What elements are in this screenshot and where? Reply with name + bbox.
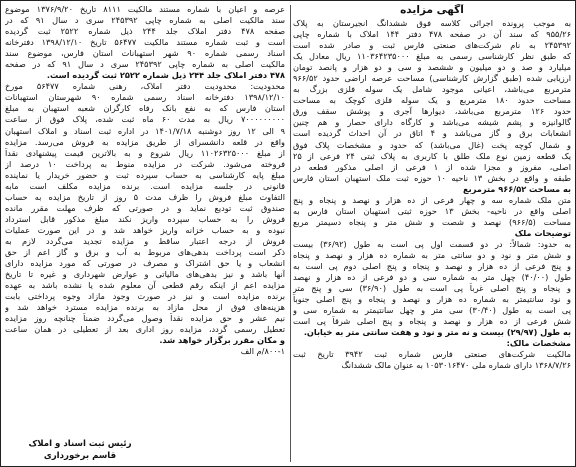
text-line: به طول (۲۹/۹۷) بیست و نه متر و نود و هفت سانتی متر به خیابان. (303, 327, 571, 338)
text-line: ذکر است پرداخت بدهی‌های مربوط به آب و برق و گاز اعم از حق (5, 247, 285, 258)
text-line: میلیارد و صد و دو میلیون و ششصد و سی و دو هزار و پانصد تومان (293, 62, 571, 73)
text-line: انشعابات برق و گاز می‌باشد و ۴ اتاق در آن احداث گردیده است (293, 128, 571, 139)
text-line: و شش متر و نود و دو سانتی متر به شماره ده هزار و نهصد و پنجاه (293, 249, 571, 260)
text-line: شش فرعی از ده هزار و نهصد و پنجاه و پنج اصلی شرقاً پی است (293, 316, 571, 327)
text-line: التفاوت مبلغ فروش را ظرف مدت ۵ روز از تاریخ مزایده به حساب (5, 191, 285, 202)
text-line: متن ملک شماره سه و چهار فرعی از ده هزار و نهصد و پنجاه و پنج (293, 194, 571, 205)
text-line: ۲۴۵۳۹۲ به نام شرکت‌های صنعتی فارس ثبت و صادر شده است (293, 40, 571, 51)
text-line: به مساحت ۹۶۶/۵۲ مترمربع (463, 183, 571, 194)
text-line: مشخصات مالک: (506, 338, 571, 349)
text-line: ۷۰۰۰۰۰۰۰۰۰ ریال به مدت ۶۰ ماه ثبت شده، پلاک فوق از ساعت (5, 114, 285, 125)
text-line: ۹۵۵/۲۶ که سند آن در صفحه ۴۷۸ دفتر ۱۴۴ املاک با شماره چاپی (293, 29, 571, 40)
text-line: یک قطعه زمین نوع ملک طلق با کاربری به پلاک ثبتی ۲۴ فرعی از ۲۵ (293, 150, 571, 161)
text-line: حدود ۱۲۶ مترمربع می‌باشد، دیوارها آجری و پوشش سقف ورق (293, 106, 571, 117)
text-line: مساحت حدود ۱۸۰ مترمربع و یک سوله فلزی کوچک به مساحت (293, 95, 571, 106)
text-line: مالکیت شرکت‌های صنعتی فارس شماره ثبت ۳۹۴۲ تاریخ ثبت (293, 349, 571, 360)
text-line: نیم عشر و حق مزایده نقداً وصول می‌گردد ضمناً چنانچه روز مزایده (5, 313, 285, 324)
column-divider (290, 5, 291, 462)
text-line: به حدود: شمالاً: در دو قسمت اول پی است به طول (۳۶/۹۲) بیست (293, 238, 571, 249)
text-line: طول (۴۰/۰۰) چهل متر به شماره سی و دو فرعی از ده هزار و نهصد (293, 272, 571, 283)
text-line: پی است به طول (۳۰/۴۰) سی متر و چهل سانتیمتر به شماره سی و (293, 305, 571, 316)
text-line: برنده مزایده است و نیز در صورت وجود مازاد وجوه پرداختی بابت (5, 291, 285, 302)
signature-role: رئیس ثبت اسناد و املاک (28, 439, 132, 449)
text-line: واقع در قلعه دانشسرای از طریق مزایده به فروش می‌رسد. مزایده (5, 136, 285, 147)
text-line: هزینه‌های فوق از محل مازاد به برنده مزایده مسترد خواهد شد و (5, 302, 285, 313)
text-line: مترمربع می‌باشد، اعیانی موجود شامل یک سوله فلزی بزرگ به (293, 84, 571, 95)
text-line: و شمال کوچه پخت (غال می‌باشد) که حدود و مشخصات پلاک فوق (293, 139, 571, 150)
left-column-text (5, 4, 285, 346)
notice-reference: ۸۰۰-۱/م الف (240, 346, 285, 357)
text-line: ارزیابی شده (طبق گزارش کارشناسی) مساحت عرصه اراضی حدود ۹۶۶/۵۲ (293, 73, 571, 84)
text-line: ۴۷۸ دفتر املاک جلد ۲۴۴ ذیل شماره ۲۵۲۲ ثبت گردیده است. (46, 70, 285, 81)
text-line: از مبلغ ۱۱۰۲۶۳۲۵۰۰۰ ریال شروع و به بالاترین قیمت پیشنهادی نقداً (5, 147, 285, 158)
text-line: فروخته می‌شود. شرکت در مزایده منوط به پرداخت ۱۰ درصد از (5, 158, 285, 169)
text-line: صفحه ۴۷۸ دفتر املاک جلد ۲۴۴ ذیل شماره ۲۵۲۲ ثبت گردیده (5, 26, 285, 37)
text-line: ۱۳۶۸/۷/۲۶ دارای شماره ملی ۱۰۵۳۰۱۶۴۷۰ به عنوان مالک ششدانگ (341, 360, 571, 371)
text-line: ۹ الی ۱۲ روز دوشنبه ۱۴۰۱/۷/۱۸ در اداره ثبت اسناد و املاک استهبان (5, 125, 285, 136)
text-line: و نود سانتیمتر به شماره ده هزار و نهصد و پنجاه و پنج اصلی جنوباً (293, 294, 571, 305)
text-line: که طبق نظر کارشناسی رسمی به مبلغ ۱۱۰۳۶۴۲۳۵۰۰۰ ریال معادل یک (293, 51, 571, 62)
notice-title: آگهی مزایده (400, 4, 464, 16)
text-line: استان فارس که به نفع بانک رفاه کارگران شعبه استهبان به مبلغ (5, 103, 285, 114)
text-line: تعطیل رسمی گردد، مزایده روز اداری بعد از تعطیلی در همان ساعت (5, 324, 285, 335)
text-line: و پنج فرعی از ده هزار و نهصد و پنجاه و پنج اصلی دوم پی است به (293, 261, 571, 272)
text-line: و پنجاه و پنج اصلی غرباً پی است به طول (۳۶/۹۰) سی و پنج متر (293, 283, 571, 294)
right-column-text (293, 18, 571, 372)
text-line: محدودیت: محدودیت دفتر املاک، رهنی شماره ۵۶۴۷۷ مورخ (5, 81, 285, 92)
text-line: مزایده اعم از اینکه رقم قطعی آن معلوم شده یا نشده باشد به عهده (5, 280, 285, 291)
text-line: عرصه و اعیان با شماره مستند مالکیت ۸۱۱۱ تاریخ ۱۳۷۶/۹/۲۰ موضوع (5, 4, 285, 14)
text-line: فروش از درجه اعتبار ساقط و مزایده تجدید می‌گردد لازم به (5, 235, 285, 246)
signature-block (5, 438, 155, 462)
text-line: اصلی واقع در ناحیه- بخش ۱۳ حوزه ثبتی استهبان استان فارس به (293, 205, 571, 216)
right-column (293, 4, 571, 463)
text-line: مبلغ پایه کارشناسی به حساب سپرده ثبت و حضور خریدار یا نماینده (5, 169, 285, 180)
text-line: قانونی در جلسه مزایده است. برنده مزایده مکلف است مابه (5, 180, 285, 191)
text-line: ۱۳۹۸/۱۲/۱۰ دفترخانه اسناد رسمی شماره ۹۰ شهرستان استهبانات (5, 92, 285, 103)
text-line: طبقه و واقع در بخش ۱۳ ناحیه ۱۰ حوزه ثبت ملک استهبان استان فارس (293, 172, 571, 183)
text-line: توضیحات ملک (514, 227, 571, 238)
text-line: نبوده و به حساب خزانه واریز خواهد شد و در این صورت عملیات (5, 224, 285, 235)
text-line: اصلی، مفروز و مجزا شده از ۱ فرعی از اصلی مذکور قطعه در (293, 161, 571, 172)
text-line: سند مالکیت اصلی به شماره چاپی ۲۴۵۳۹۲ سری د سال ۹۱ که در (5, 15, 285, 26)
text-line: و مکان مقرر برگزار خواهد شد. (159, 335, 285, 346)
text-line: به موجب پرونده اجرائی کلاسه فوق ششدانگ انجیرستان به پلاک (293, 18, 571, 28)
text-line: اسناد رسمی شماره ۹۰ شهر استهبانات استان فارس، موضوع سند (5, 48, 285, 59)
text-line: انشعاب و یا حق اشتراک و مصرف در صورتی که مورد مزایده دارای (5, 258, 285, 269)
text-line: مساحت (۹۶۶/۵) نهصد و شصت و شش متر و پنجاه دسیمتر مربع (293, 216, 571, 227)
text-line: گالوانیزه و پشم شیشه می‌باشد و کارگاه دارای حصار و هم چنین (293, 117, 571, 128)
left-column (5, 4, 285, 463)
text-line: مالکیت اصلی به شماره چاپی ۲۴۵۳۹۲ سری د سال ۹۱ که در صفحه (5, 59, 285, 70)
signature-name: قاسم برخورداری (43, 451, 117, 461)
text-line: است و ثبت شماره مستند مالکیت ۵۶۴۷۷ تاریخ ۱۳۹۸/۱۲/۱۰ دفترخانه (5, 37, 285, 48)
text-line: آنها باشد و نیز بدهی‌های مالیاتی و عوارض شهرداری و غیره تا تاریخ (5, 269, 285, 280)
text-line: صندوق ثبت تودیع نماید و در صورتی که ظرف مهلت مقرر مانده (5, 202, 285, 213)
text-line: فروش را به حساب سپرده واریز نکند مبلغ مذکور قابل استرداد (5, 213, 285, 224)
